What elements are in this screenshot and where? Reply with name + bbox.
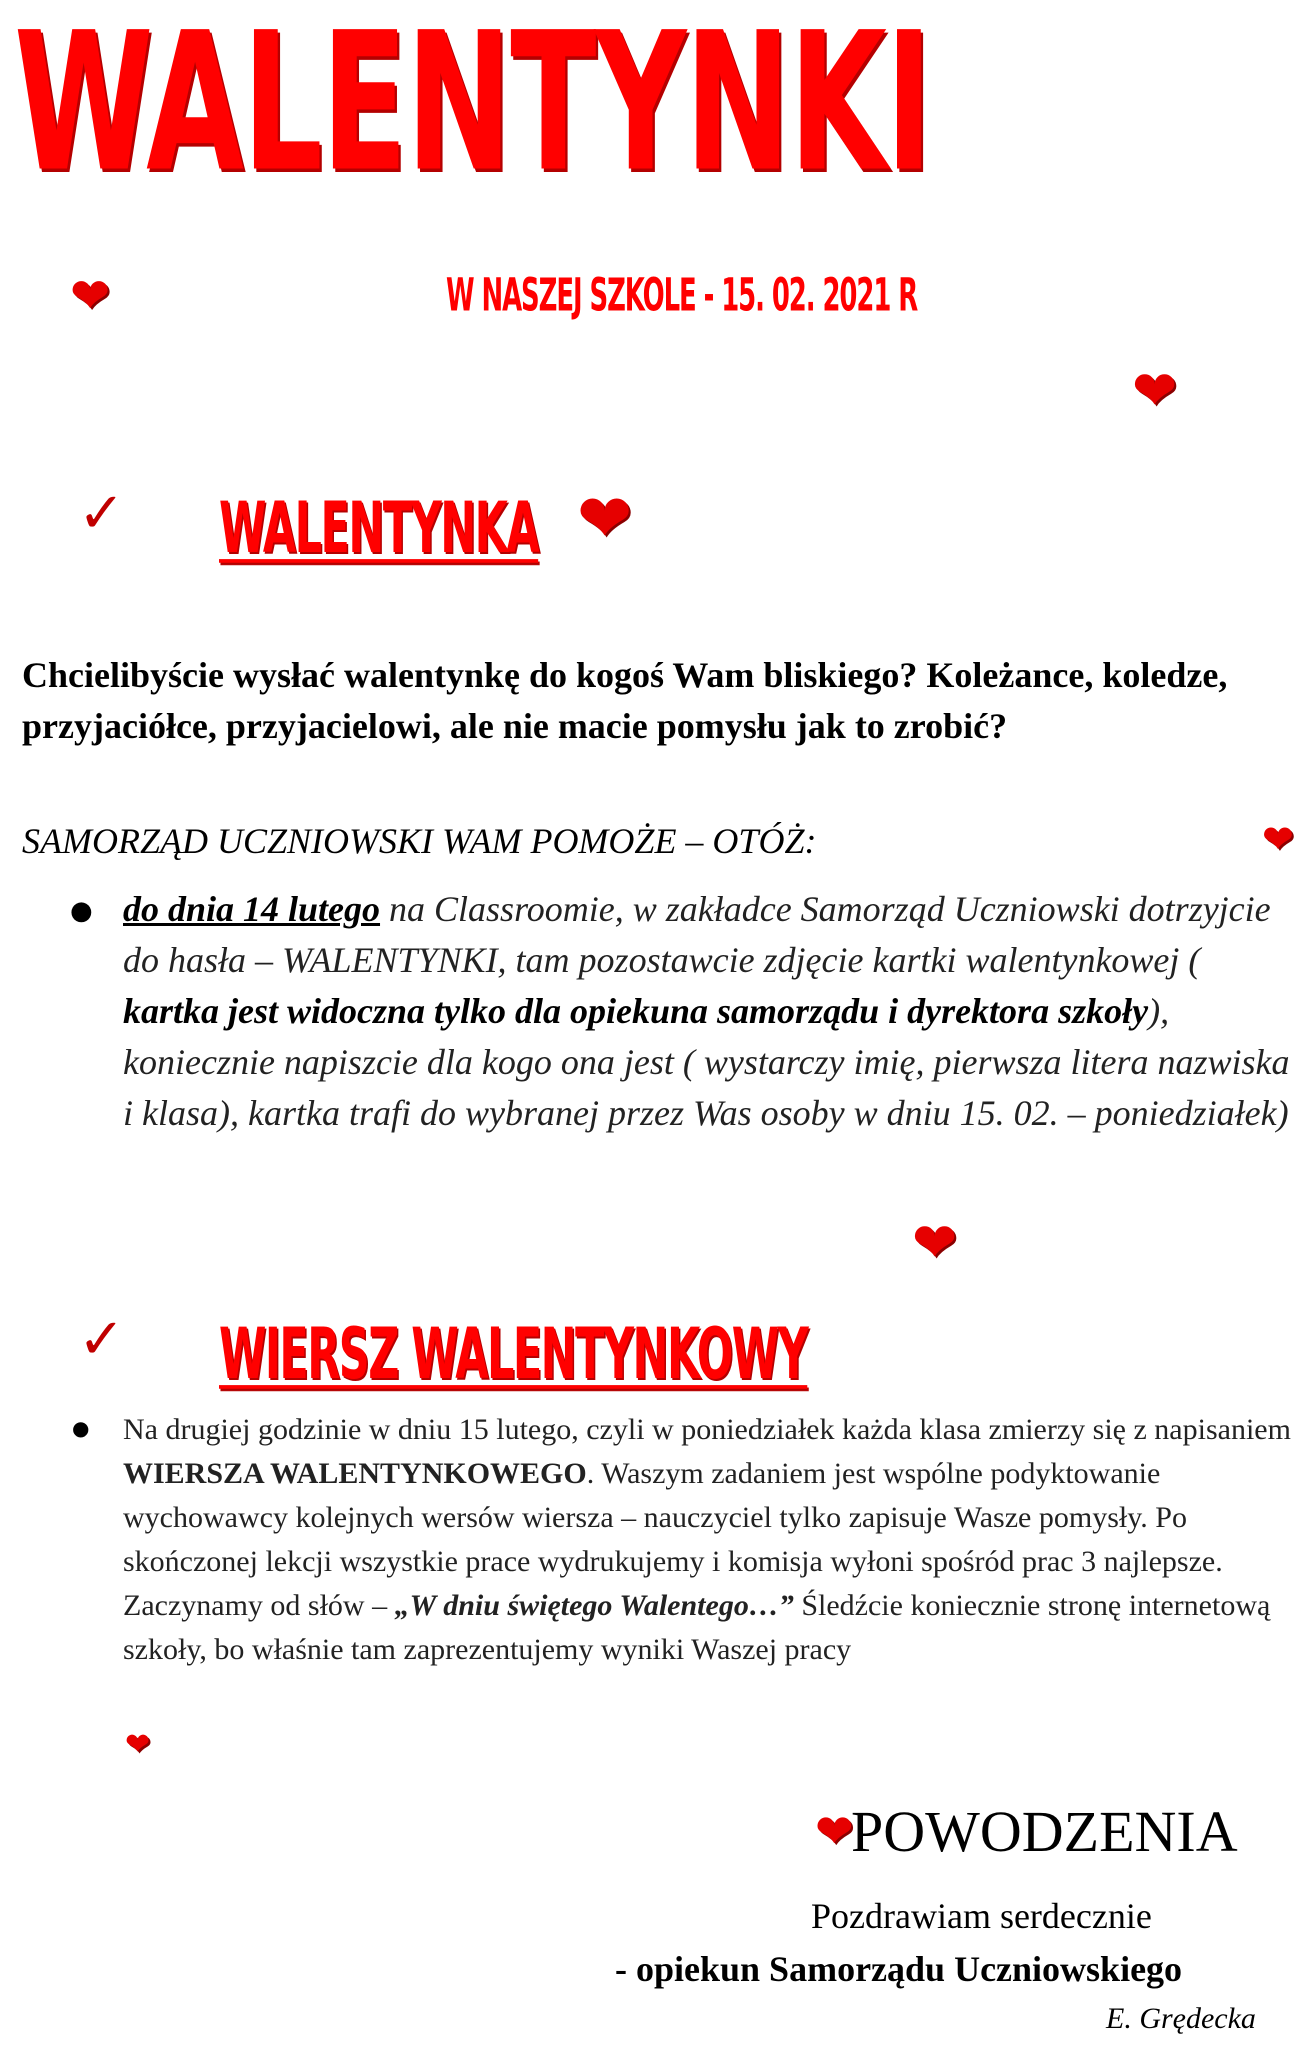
list-item <box>123 884 1293 1139</box>
heart-icon: ❤ <box>577 480 633 557</box>
list-item <box>123 1408 1293 1672</box>
visibility-note: kartka jest widoczna tylko dla opiekuna samorządu i dyrektora szkoły <box>123 991 1149 1031</box>
bullet-icon: ● <box>70 896 93 926</box>
check-mark-icon: ✓ <box>78 1307 125 1372</box>
page-title: WALENTYNKI <box>14 0 931 215</box>
item-text: . Waszym zadaniem jest wspólne podyktowanie wychowawcy kolejnych wersów wiersza – nauczyciel tylko zapisuje Wasze pomysły. Po skończonej lekcji wszystkie prace wydrukujemy i komisja wyłoni spośród prac 3 najlepsze. Zaczynamy od słów – <box>123 1457 1223 1622</box>
greeting-text: Pozdrawiam serdecznie <box>811 1896 1152 1936</box>
item-text: na Classroomie, w zakładce Samorząd Uczniowski dotrzyjcie do hasła – WALENTYNKI, tam pozostawcie zdjęcie kartki walentynkowej ( <box>123 889 1271 980</box>
deadline-text: do dnia 14 lutego <box>123 889 381 929</box>
samorzad-lead: SAMORZĄD UCZNIOWSKI WAM POMOŻE – OTÓŻ: <box>22 821 817 861</box>
check-mark-icon: ✓ <box>78 481 125 546</box>
page-subtitle: W NASZEJ SZKOLE - 15. 02. 2021 R <box>446 270 918 322</box>
heart-icon: ❤ <box>912 1211 958 1274</box>
poem-name: WIERSZA WALENTYNKOWEGO <box>123 1457 587 1490</box>
item-text: Na drugiej godzinie w dniu 15 lutego, czyli w poniedziałek każda klasa zmierzy się z napisaniem <box>123 1413 1291 1446</box>
section-title-walentynka: WALENTYNKA <box>219 485 539 569</box>
section-title-wiersz: WIERSZ WALENTYNKOWY <box>219 1311 808 1395</box>
intro-paragraph: Chcielibyście wysłać walentynkę do kogoś Wam bliskiego? Koleżance, koledze, przyjaciółce, przyjacielowi, ale nie macie pomysłu jak to zrobić? <box>22 655 1228 746</box>
bullet-icon: ● <box>72 1416 90 1440</box>
good-luck-text: POWODZENIA <box>851 1799 1238 1864</box>
poem-opening-quote: „W dniu świętego Walentego…” <box>394 1589 794 1622</box>
item-text: ), koniecznie napiszcie dla kogo ona jest ( wystarczy imię, pierwsza litera nazwiska i klasa), kartka trafi do wybranej przez Was osoby w dniu 15. 02. – poniedziałek) <box>123 991 1290 1133</box>
item-text: Śledźcie koniecznie stronę internetową szkoły, bo właśnie tam zaprezentujemy wyniki Waszej pracy <box>123 1589 1271 1666</box>
signature-role: - opiekun Samorządu Uczniowskiego <box>615 1949 1183 1989</box>
heart-icon: ❤ <box>1262 817 1294 861</box>
heart-icon: ❤ <box>1132 359 1178 422</box>
heart-icon: ❤ <box>125 1727 151 1762</box>
heart-icon: ❤ <box>70 268 111 324</box>
heart-icon: ❤ <box>815 1804 854 1858</box>
signature-name: E. Grędecka <box>1106 2002 1256 2035</box>
